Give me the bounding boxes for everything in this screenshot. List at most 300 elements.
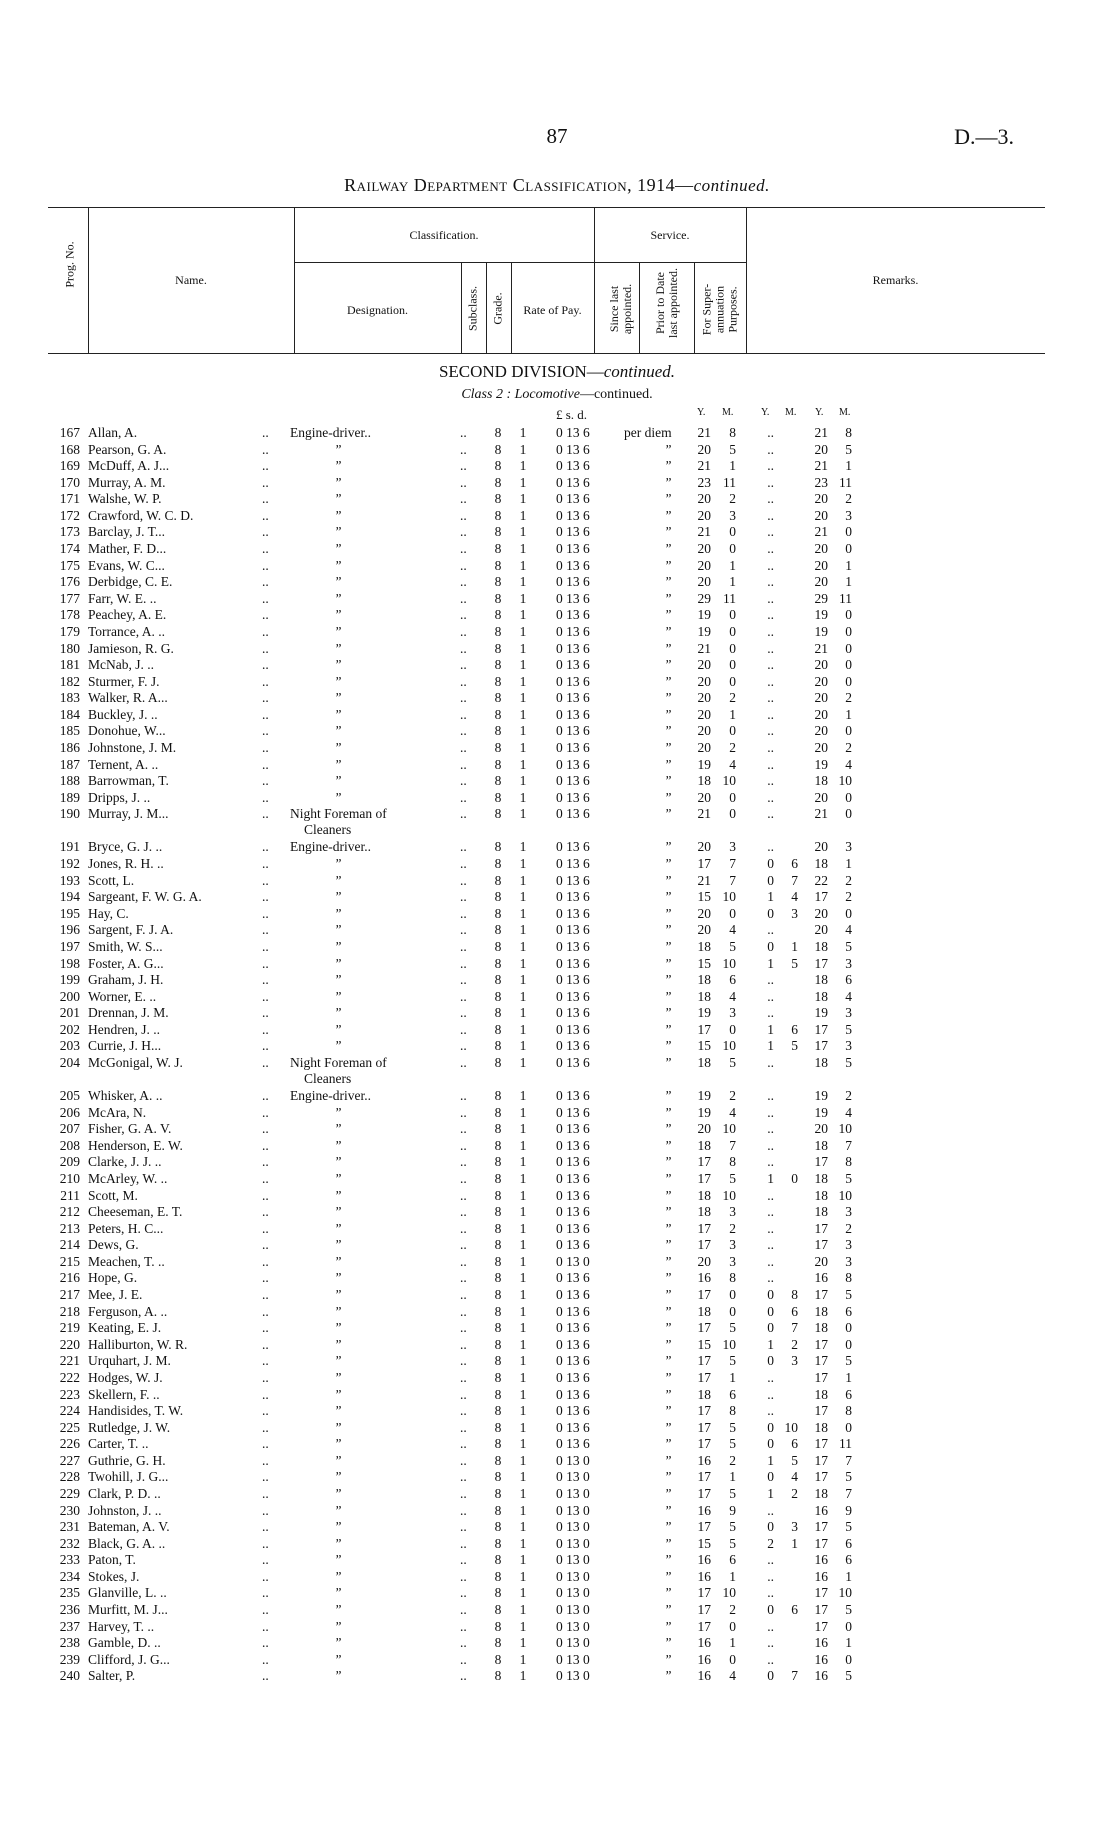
cell-designation: ”: [334, 557, 342, 573]
cell-subclass: 8: [494, 458, 502, 474]
leader-dots: ..: [460, 458, 467, 474]
cell-designation: ”: [334, 988, 342, 1004]
cell-subclass: 8: [494, 1486, 502, 1501]
cell-subclass: 8: [494, 507, 502, 523]
table-row: [0, 972, 1114, 989]
cell-designation: ”: [334, 739, 342, 755]
cell-pay-period: ”: [664, 1386, 672, 1402]
cell-since-years: 21: [697, 425, 711, 440]
cell-subclass: 8: [494, 1154, 502, 1170]
cell-prior-months: 2: [791, 1486, 798, 1501]
cell-super-months: 11: [839, 474, 852, 490]
cell-rate-of-pay: 0 13 6: [556, 1419, 590, 1435]
unit-m3: M.: [839, 407, 851, 418]
cell-super-years: 17: [814, 1336, 828, 1352]
cell-prior-years: 2: [767, 1535, 774, 1551]
cell-pay-period: ”: [664, 657, 672, 673]
cell-prior-months: 3: [791, 905, 798, 921]
cell-super-months: 3: [845, 507, 852, 523]
table-row: [0, 442, 1114, 459]
cell-since-months: 6: [729, 1552, 736, 1568]
cell-since-years: 17: [697, 1602, 711, 1618]
leader-dots: ..: [262, 574, 269, 590]
leader-dots: ..: [460, 1552, 467, 1568]
cell-designation: Night Foreman of: [290, 806, 387, 822]
leader-dots: ..: [460, 507, 467, 523]
cell-prior-years: ..: [767, 1121, 774, 1137]
cell-super-months: 7: [845, 1486, 852, 1501]
cell-prior-years: ..: [767, 739, 774, 755]
cell-pay-period: ”: [664, 507, 672, 523]
cell-prog-no: 204: [59, 1054, 80, 1070]
cell-since-years: 17: [697, 1585, 711, 1601]
leader-dots: ..: [262, 1436, 269, 1452]
cell-pay-period: ”: [664, 1237, 672, 1253]
leader-dots: ..: [262, 1237, 269, 1253]
cell-name: Hay, C.: [88, 905, 129, 921]
cell-subclass: 8: [494, 657, 502, 673]
cell-subclass: 8: [494, 938, 502, 954]
cell-since-months: 10: [722, 1336, 736, 1352]
leader-dots: ..: [262, 1021, 269, 1037]
cell-since-months: 0: [729, 673, 736, 689]
cell-rate-of-pay: 0 13 6: [556, 1038, 590, 1054]
cell-subclass: 8: [494, 1618, 502, 1634]
cell-name: Pearson, G. A.: [88, 441, 167, 457]
cell-subclass: 8: [494, 1187, 502, 1203]
cell-designation-cont: Cleaners: [304, 1070, 352, 1086]
cell-designation: ”: [334, 1552, 342, 1568]
cell-rate-of-pay: 0 13 6: [556, 607, 590, 623]
table-row: [0, 757, 1114, 774]
cell-pay-period: ”: [664, 1568, 672, 1584]
leader-dots: ..: [460, 739, 467, 755]
cell-prior-years: 1: [767, 1038, 774, 1054]
cell-since-years: 20: [697, 657, 711, 673]
cell-pay-period: ”: [664, 1220, 672, 1236]
leader-dots: ..: [460, 1154, 467, 1170]
cell-prior-years: ..: [767, 773, 774, 789]
cell-since-years: 18: [697, 1137, 711, 1153]
cell-subclass: 8: [494, 972, 502, 988]
cell-prior-years: ..: [767, 458, 774, 474]
table-row: [0, 1370, 1114, 1387]
cell-super-months: 2: [845, 690, 852, 706]
cell-prog-no: 211: [60, 1187, 80, 1203]
cell-grade: 1: [519, 690, 527, 706]
cell-pay-period: ”: [664, 739, 672, 755]
cell-prior-months: 6: [791, 1602, 798, 1618]
cell-rate-of-pay: 0 13 6: [556, 739, 590, 755]
leader-dots: ..: [460, 640, 467, 656]
cell-grade: 1: [519, 1452, 527, 1468]
leader-dots: ..: [460, 1171, 467, 1187]
cell-prog-no: 190: [59, 806, 80, 822]
cell-subclass: 8: [494, 1253, 502, 1269]
cell-prog-no: 185: [59, 723, 80, 739]
cell-pay-period: ”: [664, 590, 672, 606]
table-row: [0, 1353, 1114, 1370]
cell-since-months: 0: [729, 1303, 736, 1319]
cell-subclass: 8: [494, 1220, 502, 1236]
cell-subclass: 8: [494, 557, 502, 573]
cell-since-years: 20: [697, 1121, 711, 1137]
cell-super-years: 19: [814, 756, 828, 772]
cell-prior-months: 7: [791, 1668, 798, 1684]
cell-since-months: 5: [729, 1419, 736, 1435]
cell-name: Jamieson, R. G.: [88, 640, 174, 656]
cell-pay-period: ”: [664, 955, 672, 971]
cell-super-years: 17: [814, 1220, 828, 1236]
cell-subclass: 8: [494, 922, 502, 938]
cell-designation: ”: [334, 1171, 342, 1187]
cell-pay-period: ”: [664, 972, 672, 988]
cell-since-months: 0: [729, 1618, 736, 1634]
cell-rate-of-pay: 0 13 6: [556, 1353, 590, 1369]
cell-prog-no: 231: [59, 1519, 80, 1535]
cell-rate-of-pay: 0 13 6: [556, 1121, 590, 1137]
cell-rate-of-pay: 0 13 6: [556, 1171, 590, 1187]
cell-super-months: 5: [845, 1668, 852, 1684]
table-row: [0, 1403, 1114, 1420]
table-row: [0, 1320, 1114, 1337]
leader-dots: ..: [262, 839, 269, 855]
cell-prior-years: ..: [767, 590, 774, 606]
cell-rate-of-pay: 0 13 0: [556, 1602, 590, 1618]
cell-pay-period: ”: [664, 1403, 672, 1419]
cell-rate-of-pay: 0 13 6: [556, 839, 590, 855]
cell-super-years: 18: [814, 1419, 828, 1435]
cell-since-years: 21: [697, 806, 711, 822]
cell-rate-of-pay: 0 13 6: [556, 1386, 590, 1402]
cell-pay-period: ”: [664, 1088, 672, 1104]
cell-prog-no: 167: [59, 425, 80, 440]
header-grade: Grade.: [490, 292, 505, 325]
cell-prior-years: 0: [767, 1602, 774, 1618]
cell-pay-period: ”: [664, 1287, 672, 1303]
leader-dots: ..: [460, 922, 467, 938]
cell-pay-period: ”: [664, 922, 672, 938]
cell-pay-period: ”: [664, 557, 672, 573]
cell-name: Mee, J. E.: [88, 1287, 143, 1303]
cell-prior-years: 0: [767, 938, 774, 954]
cell-prior-years: ..: [767, 1253, 774, 1269]
cell-subclass: 8: [494, 1121, 502, 1137]
cell-super-years: 16: [814, 1270, 828, 1286]
cell-prog-no: 168: [59, 441, 80, 457]
cell-super-months: 1: [845, 706, 852, 722]
table-row: [0, 1486, 1114, 1503]
cell-name: Twohill, J. G...: [88, 1469, 169, 1485]
cell-prior-months: 6: [791, 856, 798, 872]
table-row: [0, 491, 1114, 508]
leader-dots: ..: [460, 988, 467, 1004]
cell-pay-period: ”: [664, 1336, 672, 1352]
leader-dots: ..: [262, 789, 269, 805]
cell-designation: ”: [334, 1137, 342, 1153]
cell-designation: ”: [334, 1436, 342, 1452]
cell-pay-period: ”: [664, 1519, 672, 1535]
cell-name: Sturmer, F. J.: [88, 673, 160, 689]
cell-pay-period: ”: [664, 889, 672, 905]
cell-super-years: 17: [814, 1585, 828, 1601]
leader-dots: ..: [262, 706, 269, 722]
cell-super-years: 18: [814, 988, 828, 1004]
leader-dots: ..: [262, 955, 269, 971]
table-row: [0, 1171, 1114, 1188]
cell-since-months: 5: [729, 938, 736, 954]
cell-pay-period: ”: [664, 690, 672, 706]
cell-since-years: 15: [697, 1336, 711, 1352]
leader-dots: ..: [460, 1469, 467, 1485]
cell-pay-period: ”: [664, 1137, 672, 1153]
cell-name: Rutledge, J. W.: [88, 1419, 171, 1435]
cell-pay-period: ”: [664, 723, 672, 739]
cell-prior-years: 1: [767, 1021, 774, 1037]
cell-designation: ”: [334, 1618, 342, 1634]
cell-designation: ”: [334, 1187, 342, 1203]
cell-since-months: 10: [722, 1121, 736, 1137]
cell-rate-of-pay: 0 13 0: [556, 1651, 590, 1667]
cell-rate-of-pay: 0 13 6: [556, 1270, 590, 1286]
cell-designation: ”: [334, 1419, 342, 1435]
cell-pay-period: ”: [664, 1187, 672, 1203]
cell-pay-period: ”: [664, 1154, 672, 1170]
table-row: [0, 707, 1114, 724]
cell-super-years: 20: [814, 557, 828, 573]
cell-since-years: 17: [697, 1369, 711, 1385]
cell-since-years: 17: [697, 1220, 711, 1236]
cell-subclass: 8: [494, 1171, 502, 1187]
cell-since-months: 7: [729, 856, 736, 872]
cell-super-years: 18: [814, 1204, 828, 1220]
cell-prior-years: ..: [767, 1054, 774, 1070]
cell-subclass: 8: [494, 1054, 502, 1070]
leader-dots: ..: [460, 607, 467, 623]
cell-prior-months: 1: [791, 938, 798, 954]
cell-subclass: 8: [494, 1287, 502, 1303]
cell-name: Barrowman, T.: [88, 773, 169, 789]
cell-rate-of-pay: 0 13 6: [556, 673, 590, 689]
cell-rate-of-pay: 0 13 6: [556, 756, 590, 772]
header-subclass: Subclass.: [465, 286, 480, 331]
cell-prior-years: ..: [767, 623, 774, 639]
leader-dots: ..: [460, 806, 467, 822]
cell-name: Barclay, J. T...: [88, 524, 165, 540]
table-row: [0, 1585, 1114, 1602]
cell-prior-years: 0: [767, 856, 774, 872]
cell-super-years: 17: [814, 1519, 828, 1535]
cell-pay-period: ”: [664, 1104, 672, 1120]
cell-super-months: 3: [845, 839, 852, 855]
leader-dots: ..: [460, 1220, 467, 1236]
cell-name: Stokes, J.: [88, 1568, 140, 1584]
cell-pay-period: ”: [664, 541, 672, 557]
cell-super-months: 0: [845, 905, 852, 921]
cell-subclass: 8: [494, 739, 502, 755]
cell-prog-no: 230: [59, 1502, 80, 1518]
cell-name: McNab, J. ..: [88, 657, 154, 673]
cell-rate-of-pay: 0 13 6: [556, 1303, 590, 1319]
cell-designation: ”: [334, 1320, 342, 1336]
cell-prior-years: 0: [767, 1419, 774, 1435]
cell-grade: 1: [519, 1568, 527, 1584]
leader-dots: ..: [262, 1602, 269, 1618]
cell-grade: 1: [519, 1154, 527, 1170]
cell-prog-no: 214: [59, 1237, 80, 1253]
cell-pay-period: ”: [664, 1635, 672, 1651]
class-heading: [0, 387, 1114, 403]
table-row: [0, 541, 1114, 558]
cell-name: Murray, J. M...: [88, 806, 169, 822]
leader-dots: ..: [262, 723, 269, 739]
cell-prior-years: ..: [767, 1137, 774, 1153]
cell-since-years: 20: [697, 441, 711, 457]
cell-super-years: 17: [814, 1535, 828, 1551]
cell-grade: 1: [519, 723, 527, 739]
cell-since-years: 17: [697, 1436, 711, 1452]
leader-dots: ..: [262, 1104, 269, 1120]
cell-super-months: 1: [845, 856, 852, 872]
cell-rate-of-pay: 0 13 0: [556, 1253, 590, 1269]
leader-dots: ..: [460, 474, 467, 490]
title-continued: continued.: [693, 176, 770, 195]
cell-prior-months: 6: [791, 1436, 798, 1452]
cell-super-years: 20: [814, 574, 828, 590]
cell-grade: 1: [519, 1602, 527, 1618]
cell-super-months: 5: [845, 1054, 852, 1070]
cell-prior-years: 0: [767, 1519, 774, 1535]
cell-prior-years: ..: [767, 1585, 774, 1601]
table-row: [0, 1469, 1114, 1486]
leader-dots: ..: [460, 1021, 467, 1037]
cell-grade: 1: [519, 756, 527, 772]
cell-prior-years: ..: [767, 607, 774, 623]
cell-prog-no: 238: [59, 1635, 80, 1651]
cell-designation: ”: [334, 1253, 342, 1269]
cell-designation: ”: [334, 1535, 342, 1551]
cell-prog-no: 209: [59, 1154, 80, 1170]
table-row: [0, 641, 1114, 658]
table-row: [0, 889, 1114, 906]
leader-dots: ..: [262, 1220, 269, 1236]
cell-pay-period: ”: [664, 1353, 672, 1369]
cell-pay-period: ”: [664, 806, 672, 822]
cell-designation: ”: [334, 1635, 342, 1651]
leader-dots: ..: [460, 1005, 467, 1021]
cell-prior-years: 1: [767, 1336, 774, 1352]
table-row: [0, 1569, 1114, 1586]
cell-super-months: 1: [845, 1568, 852, 1584]
unit-m1: M.: [722, 407, 734, 418]
cell-prog-no: 234: [59, 1568, 80, 1584]
cell-pay-period: ”: [664, 607, 672, 623]
cell-super-years: 17: [814, 1436, 828, 1452]
cell-rate-of-pay: 0 13 6: [556, 1054, 590, 1070]
cell-designation: ”: [334, 1353, 342, 1369]
cell-designation: ”: [334, 690, 342, 706]
cell-since-months: 10: [722, 1038, 736, 1054]
cell-super-months: 5: [845, 938, 852, 954]
cell-super-years: 16: [814, 1568, 828, 1584]
cell-subclass: 8: [494, 1386, 502, 1402]
division-continued: continued.: [603, 362, 676, 381]
cell-grade: 1: [519, 1403, 527, 1419]
cell-rate-of-pay: 0 13 6: [556, 723, 590, 739]
cell-rate-of-pay: 0 13 6: [556, 856, 590, 872]
cell-prog-no: 222: [59, 1369, 80, 1385]
cell-rate-of-pay: 0 13 6: [556, 441, 590, 457]
leader-dots: ..: [460, 1253, 467, 1269]
leader-dots: ..: [460, 756, 467, 772]
cell-name: Gamble, D. ..: [88, 1635, 161, 1651]
cell-super-months: 10: [838, 773, 852, 789]
cell-since-years: 17: [697, 1287, 711, 1303]
cell-grade: 1: [519, 607, 527, 623]
cell-rate-of-pay: 0 13 6: [556, 657, 590, 673]
cell-super-months: 7: [845, 1137, 852, 1153]
cell-rate-of-pay: 0 13 6: [556, 1287, 590, 1303]
cell-grade: 1: [519, 1253, 527, 1269]
cell-designation: ”: [334, 972, 342, 988]
table-row: [0, 1536, 1114, 1553]
cell-super-years: 21: [814, 640, 828, 656]
cell-since-months: 8: [729, 1403, 736, 1419]
cell-prior-years: ..: [767, 1104, 774, 1120]
cell-prior-months: 7: [791, 1320, 798, 1336]
cell-subclass: 8: [494, 889, 502, 905]
cell-super-years: 19: [814, 623, 828, 639]
class-name: Locomotive: [514, 387, 580, 402]
class-continued: —continued.: [579, 387, 653, 402]
cell-super-months: 6: [845, 972, 852, 988]
cell-since-years: 21: [697, 872, 711, 888]
cell-designation: Engine-driver..: [290, 839, 371, 855]
cell-super-months: 0: [845, 541, 852, 557]
cell-super-years: 20: [814, 1253, 828, 1269]
cell-pay-period: ”: [664, 773, 672, 789]
table-row: [0, 674, 1114, 691]
cell-designation: ”: [334, 1502, 342, 1518]
table-row: [0, 1005, 1114, 1022]
cell-grade: 1: [519, 889, 527, 905]
cell-pay-period: ”: [664, 789, 672, 805]
cell-grade: 1: [519, 988, 527, 1004]
cell-rate-of-pay: 0 13 6: [556, 474, 590, 490]
cell-designation: ”: [334, 773, 342, 789]
cell-rate-of-pay: 0 13 0: [556, 1535, 590, 1551]
cell-pay-period: ”: [664, 1452, 672, 1468]
cell-grade: 1: [519, 1021, 527, 1037]
leader-dots: ..: [460, 839, 467, 855]
cell-prior-years: ..: [767, 657, 774, 673]
cell-prog-no: 212: [59, 1204, 80, 1220]
cell-name: Paton, T.: [88, 1552, 136, 1568]
cell-since-years: 16: [697, 1635, 711, 1651]
cell-name: Scott, L.: [88, 872, 135, 888]
cell-grade: 1: [519, 491, 527, 507]
cell-since-years: 20: [697, 690, 711, 706]
cell-since-years: 15: [697, 955, 711, 971]
cell-prior-years: ..: [767, 441, 774, 457]
cell-designation-cont: Cleaners: [304, 822, 352, 838]
leader-dots: ..: [262, 1585, 269, 1601]
leader-dots: ..: [460, 1104, 467, 1120]
cell-prog-no: 227: [59, 1452, 80, 1468]
cell-rate-of-pay: 0 13 0: [556, 1635, 590, 1651]
table-row: [0, 1436, 1114, 1453]
cell-subclass: 8: [494, 955, 502, 971]
